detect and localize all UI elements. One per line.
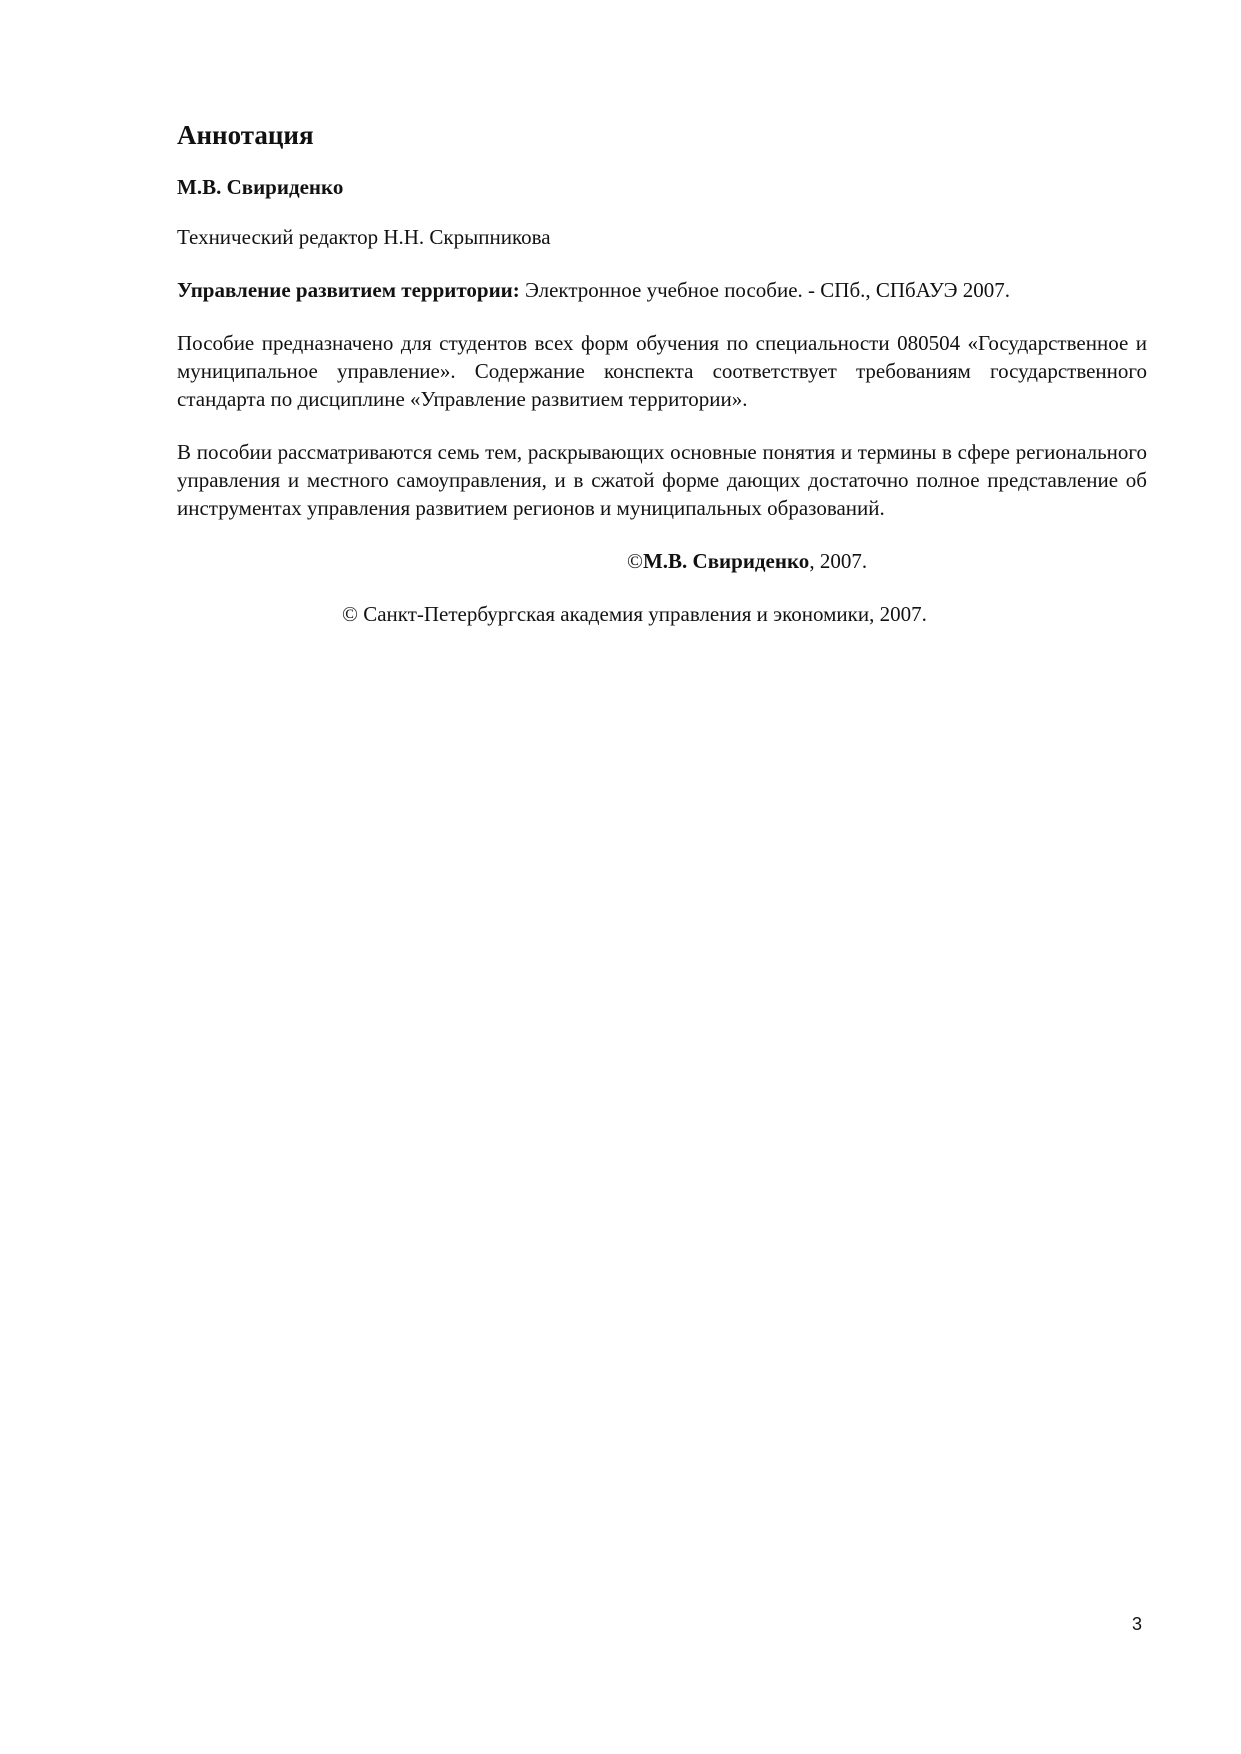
publication-details: Электронное учебное пособие. - СПб., СПбАУЭ 2007. (519, 278, 1011, 302)
organization-copyright: © Санкт-Петербургская академия управления и экономики, 2007. (342, 602, 927, 626)
annotation-heading: Аннотация (177, 120, 314, 150)
technical-editor-line: Технический редактор Н.Н. Скрыпникова (177, 225, 551, 249)
copyright-author-year: , 2007. (809, 549, 868, 573)
author-copyright (627, 547, 1147, 575)
publication-info (177, 276, 1147, 304)
document-content (177, 118, 1147, 653)
content-paragraph: В пособии рассматриваются семь тем, раскрывающих основные понятия и термины в сфере регионального управления и местного самоуправления, и в сжатой форме дающих достаточно полное представление об инструментах управления развитием регионов и муниципальных образований. (177, 440, 1147, 520)
purpose-paragraph: Пособие предназначено для студентов всех форм обучения по специальности 080504 «Государственное и муниципальное управление». Содержание конспекта соответствует требованиям государственного стандарта по дисциплине «Управление развитием территории». (177, 331, 1147, 411)
page-number: 3 (1132, 1614, 1143, 1634)
copyright-author-name: М.В. Свириденко (642, 549, 810, 573)
copyright-symbol: © (627, 549, 643, 573)
publication-title: Управление развитием территории: (177, 278, 520, 302)
author-name: М.В. Свириденко (177, 175, 344, 199)
